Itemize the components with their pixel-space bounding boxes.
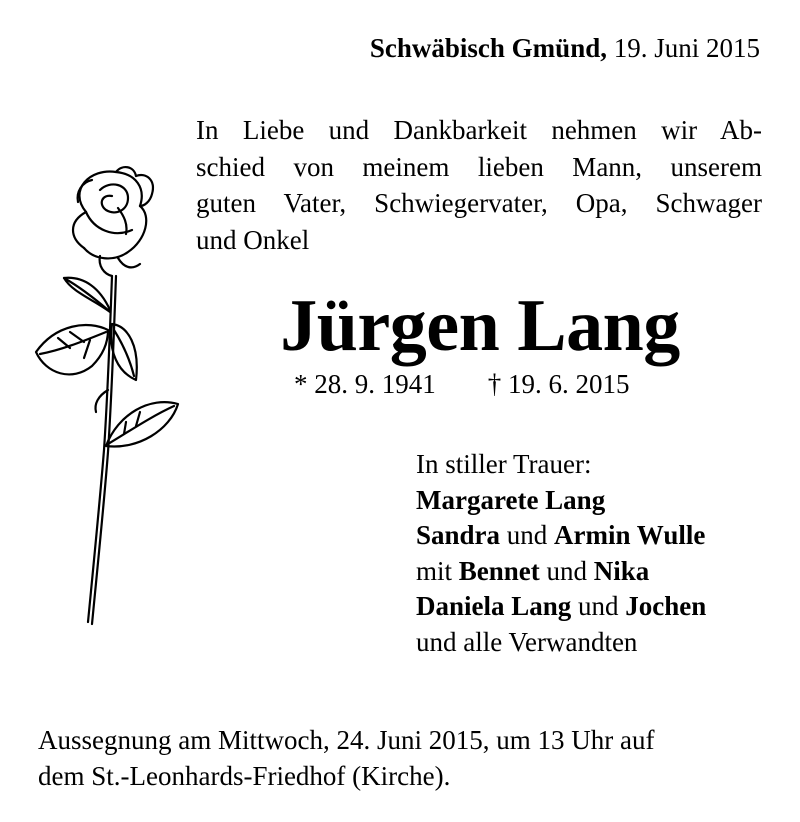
connector-text: mit bbox=[416, 555, 453, 586]
intro-line: schied von meinem lieben Mann, unserem bbox=[196, 151, 762, 182]
intro-line: und Onkel bbox=[196, 224, 310, 255]
service-line: Aussegnung am Mittwoch, 24. Juni 2015, um 13 Uhr auf bbox=[38, 725, 655, 755]
mourners-block bbox=[416, 447, 766, 660]
birth-date: * 28. 9. 1941 bbox=[294, 369, 436, 399]
mourner-name: Jochen bbox=[625, 591, 707, 621]
connector-text: und bbox=[578, 591, 619, 621]
mourner-row bbox=[416, 483, 766, 519]
mourner-name: Margarete Lang bbox=[416, 484, 606, 515]
rose-icon bbox=[28, 160, 188, 640]
mourner-row bbox=[416, 554, 766, 590]
service-line: dem St.-Leonhards-Friedhof (Kirche). bbox=[38, 761, 451, 791]
intro-text bbox=[196, 112, 762, 258]
intro-line: guten Vater, Schwiegervater, Opa, Schwager bbox=[196, 188, 762, 218]
deceased-name: Jürgen Lang bbox=[280, 285, 680, 367]
mourner-name: Daniela Lang bbox=[416, 591, 572, 621]
death-date: † 19. 6. 2015 bbox=[487, 369, 630, 399]
life-dates bbox=[294, 366, 630, 402]
mourner-name: Nika bbox=[593, 555, 650, 586]
mourners-heading: In stiller Trauer: bbox=[416, 449, 592, 479]
mourner-name: Armin Wulle bbox=[554, 520, 706, 550]
mourner-row bbox=[416, 589, 766, 625]
mourner-name: Sandra bbox=[416, 520, 501, 550]
connector-text: und bbox=[546, 555, 588, 586]
connector-text: und bbox=[506, 520, 548, 550]
place-date-line bbox=[370, 30, 760, 66]
notice-date: 19. Juni 2015 bbox=[613, 33, 760, 63]
mourner-row bbox=[416, 518, 766, 554]
service-info bbox=[38, 722, 762, 794]
mourners-closing: und alle Verwandten bbox=[416, 626, 638, 657]
intro-line: In Liebe und Dankbarkeit nehmen wir Ab- bbox=[196, 115, 762, 145]
mourner-name: Bennet bbox=[458, 555, 540, 586]
place-name: Schwäbisch Gmünd, bbox=[369, 33, 607, 63]
